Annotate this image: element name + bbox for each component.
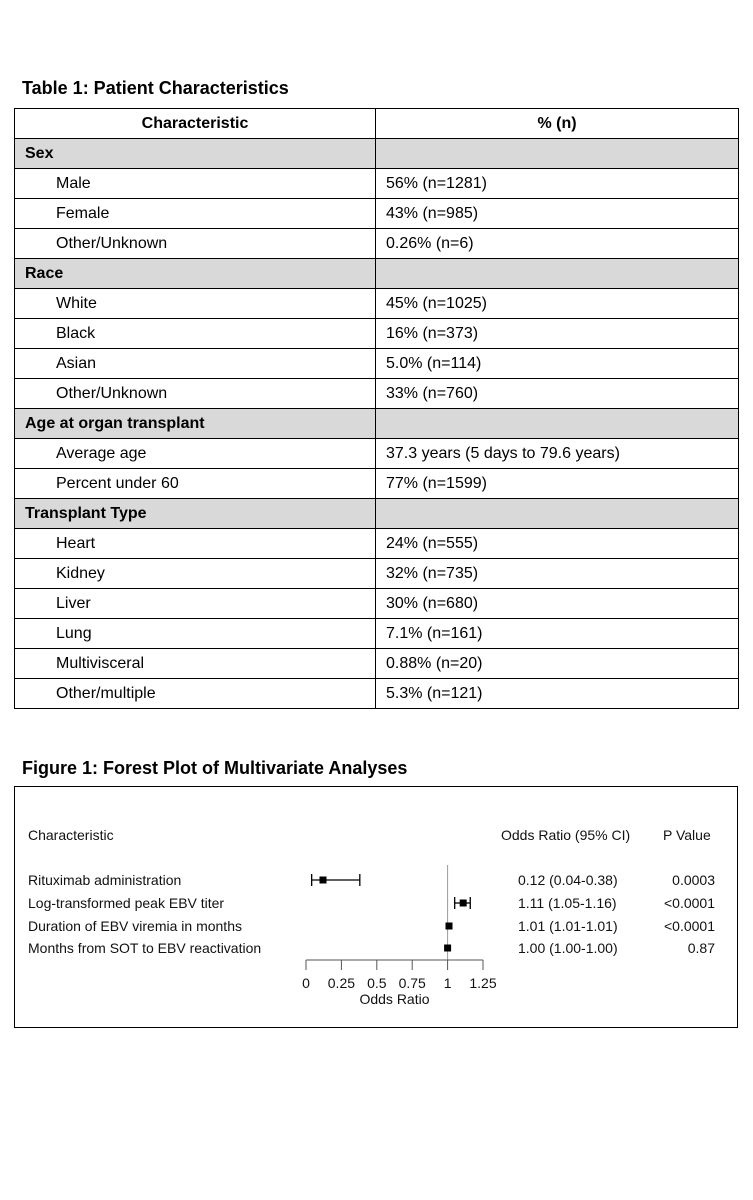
x-tick-label: 0.5 [367, 975, 387, 991]
p-value: 0.87 [687, 940, 715, 956]
table-row [15, 439, 739, 469]
patient-characteristics-table [14, 108, 739, 709]
x-tick-label: 1.25 [469, 975, 497, 991]
forest-marks [28, 865, 715, 1007]
table-row [15, 589, 739, 619]
row-label: Multivisceral [15, 649, 376, 679]
table-row [15, 169, 739, 199]
odds-ratio-value: 1.01 (1.01-1.01) [518, 918, 618, 934]
row-label: Heart [15, 529, 376, 559]
row-value: 0.26% (n=6) [376, 229, 739, 259]
row-label: Other/Unknown [15, 229, 376, 259]
row-label: Liver [15, 589, 376, 619]
table-row [15, 469, 739, 499]
row-label: Percent under 60 [15, 469, 376, 499]
row-label: Asian [15, 349, 376, 379]
x-tick-label: 0.75 [398, 975, 426, 991]
x-axis-label: Odds Ratio [359, 991, 430, 1007]
table-section-row [15, 259, 739, 289]
table-row [15, 649, 739, 679]
row-value: 32% (n=735) [376, 559, 739, 589]
row-value [376, 139, 739, 169]
table-row [15, 289, 739, 319]
x-tick-label: 0.25 [327, 975, 356, 991]
row-value [376, 409, 739, 439]
row-value: 0.88% (n=20) [376, 649, 739, 679]
p-value: <0.0001 [664, 895, 715, 911]
row-value: 5.3% (n=121) [376, 679, 739, 709]
header-value: % (n) [376, 109, 739, 139]
table-title: Table 1: Patient Characteristics [22, 78, 289, 98]
row-value: 45% (n=1025) [376, 289, 739, 319]
table-row [15, 229, 739, 259]
row-value: 33% (n=760) [376, 379, 739, 409]
row-value: 5.0% (n=114) [376, 349, 739, 379]
odds-ratio-value: 1.11 (1.05-1.16) [518, 895, 617, 911]
row-value: 16% (n=373) [376, 319, 739, 349]
forest-plot-figure [14, 786, 738, 1028]
table-row [15, 379, 739, 409]
row-label: Lung [15, 619, 376, 649]
table-body [15, 139, 739, 709]
figure-title: Figure 1: Forest Plot of Multivariate Analyses [22, 758, 408, 778]
section-label: Age at organ transplant [15, 409, 376, 439]
row-value: 37.3 years (5 days to 79.6 years) [376, 439, 739, 469]
col-header-characteristic: Characteristic [28, 827, 114, 843]
section-label: Sex [15, 139, 376, 169]
row-label: Average age [15, 439, 376, 469]
x-tick-label: 1 [443, 975, 452, 991]
table-row [15, 529, 739, 559]
table-row [15, 199, 739, 229]
odds-ratio-value: 0.12 (0.04-0.38) [518, 872, 618, 888]
table-row [15, 619, 739, 649]
point-estimate [446, 923, 453, 930]
section-label: Race [15, 259, 376, 289]
forest-plot-chart [15, 787, 737, 1027]
row-label: Female [15, 199, 376, 229]
col-header-p-value: P Value [663, 827, 711, 843]
row-label: Male [15, 169, 376, 199]
forest-row-label: Log-transformed peak EBV titer [28, 895, 225, 911]
table-section-row [15, 409, 739, 439]
point-estimate [460, 900, 467, 907]
p-value: <0.0001 [664, 918, 715, 934]
row-value: 43% (n=985) [376, 199, 739, 229]
row-label: Other/multiple [15, 679, 376, 709]
table-row [15, 679, 739, 709]
table-header-row [15, 109, 739, 139]
forest-row-label: Rituximab administration [28, 872, 182, 888]
forest-row-label: Months from SOT to EBV reactivation [28, 940, 262, 956]
row-value: 24% (n=555) [376, 529, 739, 559]
point-estimate [444, 945, 451, 952]
forest-row-label: Duration of EBV viremia in months [28, 918, 242, 934]
row-value: 77% (n=1599) [376, 469, 739, 499]
p-value: 0.0003 [672, 872, 715, 888]
odds-ratio-value: 1.00 (1.00-1.00) [518, 940, 618, 956]
row-value: 7.1% (n=161) [376, 619, 739, 649]
col-header-odds-ratio: Odds Ratio (95% CI) [501, 827, 631, 843]
table-row [15, 349, 739, 379]
row-value: 56% (n=1281) [376, 169, 739, 199]
table-section-row [15, 499, 739, 529]
row-label: Kidney [15, 559, 376, 589]
row-label: Other/Unknown [15, 379, 376, 409]
x-tick-label: 0 [302, 975, 310, 991]
table-row [15, 319, 739, 349]
row-label: White [15, 289, 376, 319]
row-value [376, 259, 739, 289]
table-row [15, 559, 739, 589]
point-estimate [319, 877, 326, 884]
row-value [376, 499, 739, 529]
section-label: Transplant Type [15, 499, 376, 529]
row-label: Black [15, 319, 376, 349]
table-section-row [15, 139, 739, 169]
row-value: 30% (n=680) [376, 589, 739, 619]
header-characteristic: Characteristic [15, 109, 376, 139]
